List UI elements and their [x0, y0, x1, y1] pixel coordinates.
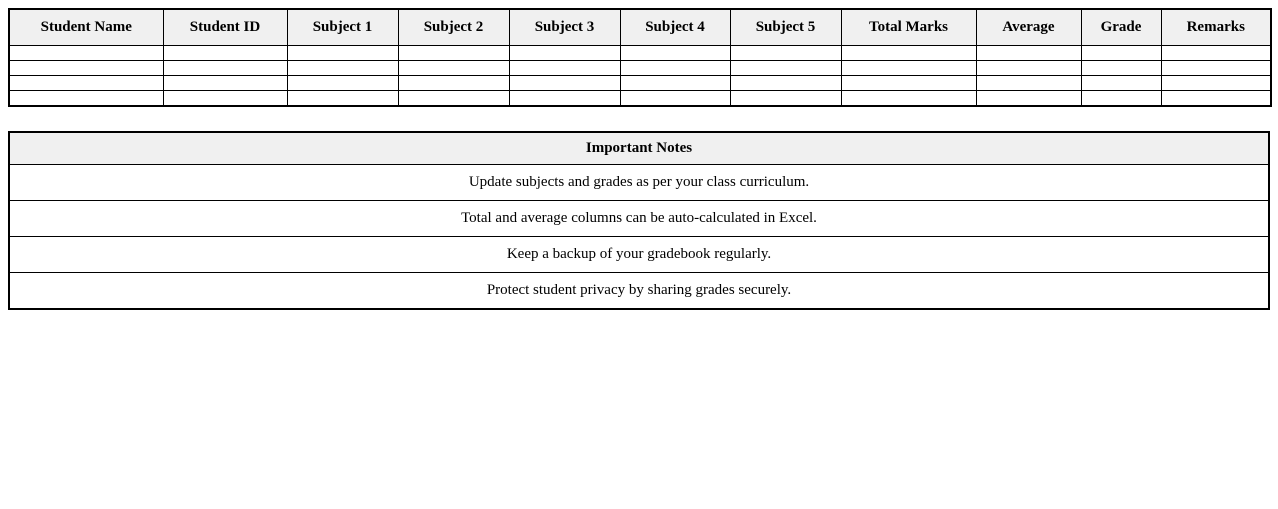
note-row [9, 272, 1269, 309]
gradebook-header [9, 9, 1271, 46]
grade-cell [730, 76, 841, 91]
note-text: Keep a backup of your gradebook regularly. [9, 236, 1269, 272]
grade-cell [287, 76, 398, 91]
grade-cell [1161, 76, 1271, 91]
grade-cell [287, 91, 398, 106]
note-row [9, 200, 1269, 236]
grade-cell [398, 61, 509, 76]
grade-cell [841, 46, 976, 61]
grade-cell [620, 91, 730, 106]
grade-cell [730, 91, 841, 106]
grade-cell [509, 61, 620, 76]
grade-cell [1081, 91, 1161, 106]
grade-cell [9, 91, 163, 106]
grade-cell [841, 76, 976, 91]
grade-cell [976, 61, 1081, 76]
column-header: Subject 3 [509, 9, 620, 46]
column-header: Grade [1081, 9, 1161, 46]
column-header: Student ID [163, 9, 287, 46]
table-row [9, 46, 1271, 61]
grade-cell [9, 61, 163, 76]
grade-cell [509, 46, 620, 61]
column-header: Subject 5 [730, 9, 841, 46]
column-header: Student Name [9, 9, 163, 46]
note-text: Total and average columns can be auto-calculated in Excel. [9, 200, 1269, 236]
grade-cell [976, 76, 1081, 91]
grade-cell [620, 76, 730, 91]
note-text: Update subjects and grades as per your class curriculum. [9, 164, 1269, 200]
gradebook-table [8, 8, 1272, 107]
grade-cell [509, 91, 620, 106]
grade-cell [976, 46, 1081, 61]
notes-title: Important Notes [9, 132, 1269, 165]
grade-cell [509, 76, 620, 91]
gradebook-header-row [9, 9, 1271, 46]
grade-cell [976, 91, 1081, 106]
notes-body [9, 164, 1269, 309]
grade-cell [163, 61, 287, 76]
notes-header [9, 132, 1269, 165]
note-text: Protect student privacy by sharing grades securely. [9, 272, 1269, 309]
column-header: Average [976, 9, 1081, 46]
grade-cell [287, 46, 398, 61]
grade-cell [1081, 76, 1161, 91]
grade-cell [1161, 91, 1271, 106]
note-row [9, 236, 1269, 272]
column-header: Subject 1 [287, 9, 398, 46]
grade-cell [398, 46, 509, 61]
gradebook-body [9, 46, 1271, 106]
note-row [9, 164, 1269, 200]
grade-cell [620, 46, 730, 61]
grade-cell [1081, 61, 1161, 76]
grade-cell [163, 76, 287, 91]
notes-header-row [9, 132, 1269, 165]
grade-cell [1081, 46, 1161, 61]
table-row [9, 76, 1271, 91]
grade-cell [620, 61, 730, 76]
column-header: Subject 4 [620, 9, 730, 46]
grade-cell [730, 61, 841, 76]
grade-cell [9, 76, 163, 91]
grade-cell [398, 76, 509, 91]
grade-cell [841, 61, 976, 76]
grade-cell [163, 91, 287, 106]
grade-cell [163, 46, 287, 61]
table-row [9, 61, 1271, 76]
table-row [9, 91, 1271, 106]
grade-cell [9, 46, 163, 61]
grade-cell [730, 46, 841, 61]
column-header: Subject 2 [398, 9, 509, 46]
column-header: Remarks [1161, 9, 1271, 46]
grade-cell [1161, 61, 1271, 76]
column-header: Total Marks [841, 9, 976, 46]
grade-cell [841, 91, 976, 106]
grade-cell [398, 91, 509, 106]
grade-cell [1161, 46, 1271, 61]
grade-cell [287, 61, 398, 76]
notes-table [8, 131, 1270, 310]
